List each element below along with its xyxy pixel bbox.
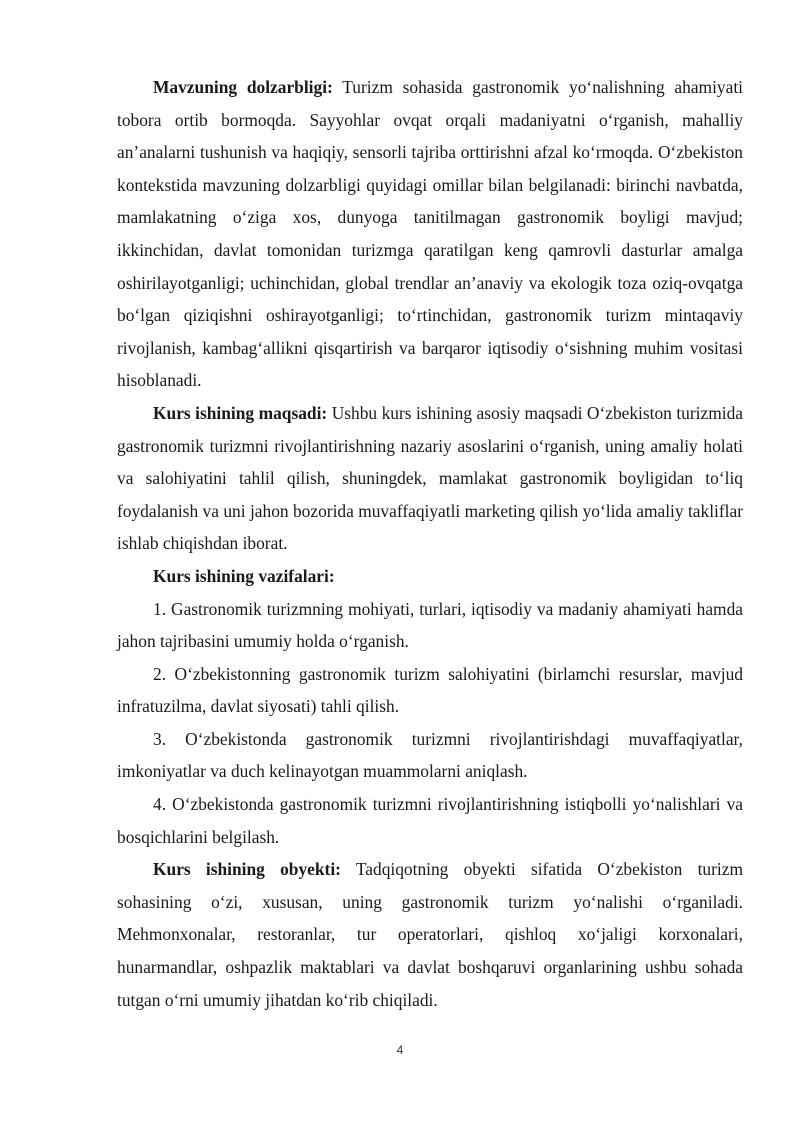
task-item-3: 3. O‘zbekistonda gastronomik turizmni rivojlantirishdagi muvaffaqiyatlar, imkoniyatlar va duch kelinayotgan muammolarni aniqlash. — [117, 728, 743, 782]
object-heading: Kurs ishining obyekti: — [153, 859, 341, 880]
goal-text: Ushbu kurs ishining asosiy maqsadi O‘zbekiston turizmida gastronomik turizmni rivojlantirishning nazariy asoslarini o‘rganish, uning amaliy holati va salohiyatini tahlil qilish, shuningdek, mamlakat gastronomik boyligidan to‘liq foydalanish va uni jahon bozorida muvaffaqiyatli marketing qilish yo‘lida amaliy takliflar ishlab chiqishdan iborat. — [117, 402, 743, 554]
relevance-paragraph — [117, 71, 743, 397]
page-number: 4 — [396, 1043, 404, 1057]
relevance-text: Turizm sohasida gastronomik yo‘nalishning ahamiyati tobora ortib bormoqda. Sayyohlar ovqat orqali madaniyatni o‘rganish, mahalliy an’analarni tushunish va haqiqiy, sensorli tajriba orttirishni afzal ko‘rmoqda. O‘zbekiston kontekstida mavzuning dolzarbligi quyidagi omillar bilan belgilanadi: birinchi navbatda, mamlakatning o‘ziga xos, dunyoga tanitilmagan gastronomik boyligi mavjud; ikkinchidan, davlat tomonidan turizmga qaratilgan keng qamrovli dasturlar amalga oshirilayotganligi; uchinchidan, global trendlar an’anaviy va ekologik toza oziq-ovqatga bo‘lgan qiziqishni oshirayotganligi; to‘rtinchidan, gastronomik turizm mintaqaviy rivojlanish, kambag‘allikni qisqartirish va barqaror iqtisodiy o‘sishning muhim vositasi hisoblanadi. — [117, 77, 743, 391]
tasks-heading-paragraph — [117, 560, 743, 593]
object-text: Tadqiqotning obyekti sifatida O‘zbekiston turizm sohasining o‘zi, xususan, uning gastronomik turizm yo‘nalishi o‘rganiladi. Mehmonxonalar, restoranlar, tur operatorlari, qishloq xo‘jaligi korxonalari, hunarmandlar, oshpazlik maktablari va davlat boshqaruvi organlarining ushbu sohada tutgan o‘rni umumiy jihatdan ko‘rib chiqiladi. — [117, 859, 743, 1010]
document-body — [117, 71, 743, 1016]
goal-heading: Kurs ishining maqsadi: — [153, 402, 328, 423]
relevance-heading: Mavzuning dolzarbligi: — [153, 77, 333, 97]
tasks-heading: Kurs ishining vazifalari: — [153, 565, 335, 586]
task-item-4: 4. O‘zbekistonda gastronomik turizmni rivojlantirishning istiqbolli yo‘nalishlari va bosqichlarini belgilash. — [117, 794, 743, 847]
goal-paragraph — [117, 397, 743, 560]
object-paragraph — [117, 853, 743, 1016]
task-item-2: 2. O‘zbekistonning gastronomik turizm salohiyatini (birlamchi resurslar, mavjud infratuzilma, davlat siyosati) tahli qilish. — [117, 663, 743, 717]
task-item-1: 1. Gastronomik turizmning mohiyati, turlari, iqtisodiy va madaniy ahamiyati hamda jahon tajribasini umumiy holda o‘rganish. — [117, 598, 743, 652]
